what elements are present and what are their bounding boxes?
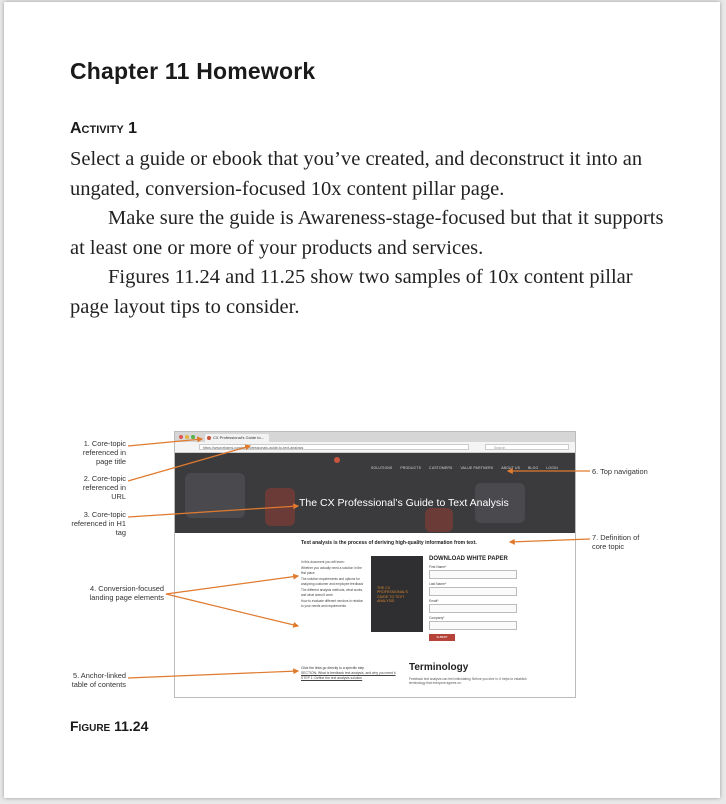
bullet-item: The different analysis methods, what works, and what doesn’t work — [301, 588, 363, 597]
body-text — [70, 145, 670, 322]
paragraph: Figures 11.24 and 11.25 show two samples of 10x content pillar page layout tips to consider. — [70, 266, 633, 318]
nav-item: ABOUT US — [501, 466, 521, 470]
arrow-conversion-1 — [166, 576, 298, 594]
callout-top-nav: 6. Top navigation — [592, 467, 648, 476]
arrow-conversion-2 — [166, 594, 298, 626]
form-label: First Name* — [429, 565, 447, 569]
nav-item: CUSTOMERS — [429, 466, 453, 470]
search-field: Search — [485, 444, 569, 450]
tab-title: CX Professional’s Guide to... — [213, 435, 265, 440]
figure-11-24 — [70, 426, 656, 698]
arrow-h1 — [128, 506, 298, 517]
arrow-page-title — [128, 439, 202, 446]
toc-intro: Click the links go directly to a specific step — [301, 666, 365, 670]
terminology-heading: Terminology — [409, 662, 469, 673]
bullet-item: Whether you actually need a solution in the first place — [301, 566, 362, 575]
url-field: https://www.ebams.com/cx-professionals-guide-to-text-analysis — [199, 444, 469, 450]
definition-text: Text analysis is the process of deriving high-quality information from text. — [301, 540, 477, 546]
nav-item: LOGIN — [546, 466, 558, 470]
callout-page-title: 1. Core-topic referenced in page title — [82, 439, 126, 466]
arrow-toc — [128, 671, 298, 678]
callout-h1: 3. Core-topic referenced in H1 tag — [71, 510, 126, 537]
form-title: DOWNLOAD WHITE PAPER — [429, 556, 508, 562]
arrow-url — [128, 446, 250, 481]
terminology-text: Feedback text analysis can feel intimidating. Before you dive in, it helps to establish terminology that everyone agrees on. — [409, 677, 527, 686]
callout-toc: 5. Anchor-linked table of contents — [71, 671, 126, 689]
nav-item: VALUE PARTNERS — [460, 466, 494, 470]
paragraph: Make sure the guide is Awareness-stage-focused but that it supports at least one or more of your products and services. — [70, 207, 664, 259]
document-page — [4, 2, 720, 798]
hero-title: The CX Professional’s Guide to Text Analysis — [299, 497, 509, 509]
bullets-intro: In this document you will learn: — [301, 560, 345, 564]
bullet-item: How to evaluate different vendors in relation to your needs and requirements — [301, 599, 364, 608]
activity-heading: Activity 1 — [70, 120, 138, 137]
callout-arrows — [70, 426, 656, 698]
figure-caption: Figure 11.24 — [70, 718, 149, 734]
submit-button: SUBMIT — [429, 634, 455, 641]
nav-item: BLOG — [528, 466, 539, 470]
callout-conversion: 4. Conversion-focused landing page elements — [89, 584, 164, 602]
bullet-item: The solution requirements and options for analyzing customer and employee feedback — [301, 577, 364, 586]
chapter-title: Chapter 11 Homework — [70, 58, 316, 84]
toc-link: SECTION: What is feedback text analysis, and why you need it — [301, 671, 396, 675]
toc-link: STEP 1: Define the text analysis solution — [301, 676, 363, 680]
callout-url: 2. Core-topic referenced in URL — [82, 474, 126, 501]
callout-definition: 7. Definition of core topic — [592, 533, 640, 551]
arrow-definition — [510, 539, 590, 542]
paragraph: Select a guide or ebook that you’ve created, and deconstruct it into an ungated, conversion-focused 10x content pillar page. — [70, 148, 643, 200]
ebook-cover-text: THE CX PROFESSIONAL’S GUIDE TO TEXT ANALYSIS — [377, 586, 408, 604]
form-label: Last Name* — [429, 582, 447, 586]
nav-item: SOLUTIONS — [371, 466, 393, 470]
form-label: Company* — [429, 616, 445, 620]
nav-item: PRODUCTS — [400, 466, 422, 470]
form-label: Email* — [429, 599, 439, 603]
